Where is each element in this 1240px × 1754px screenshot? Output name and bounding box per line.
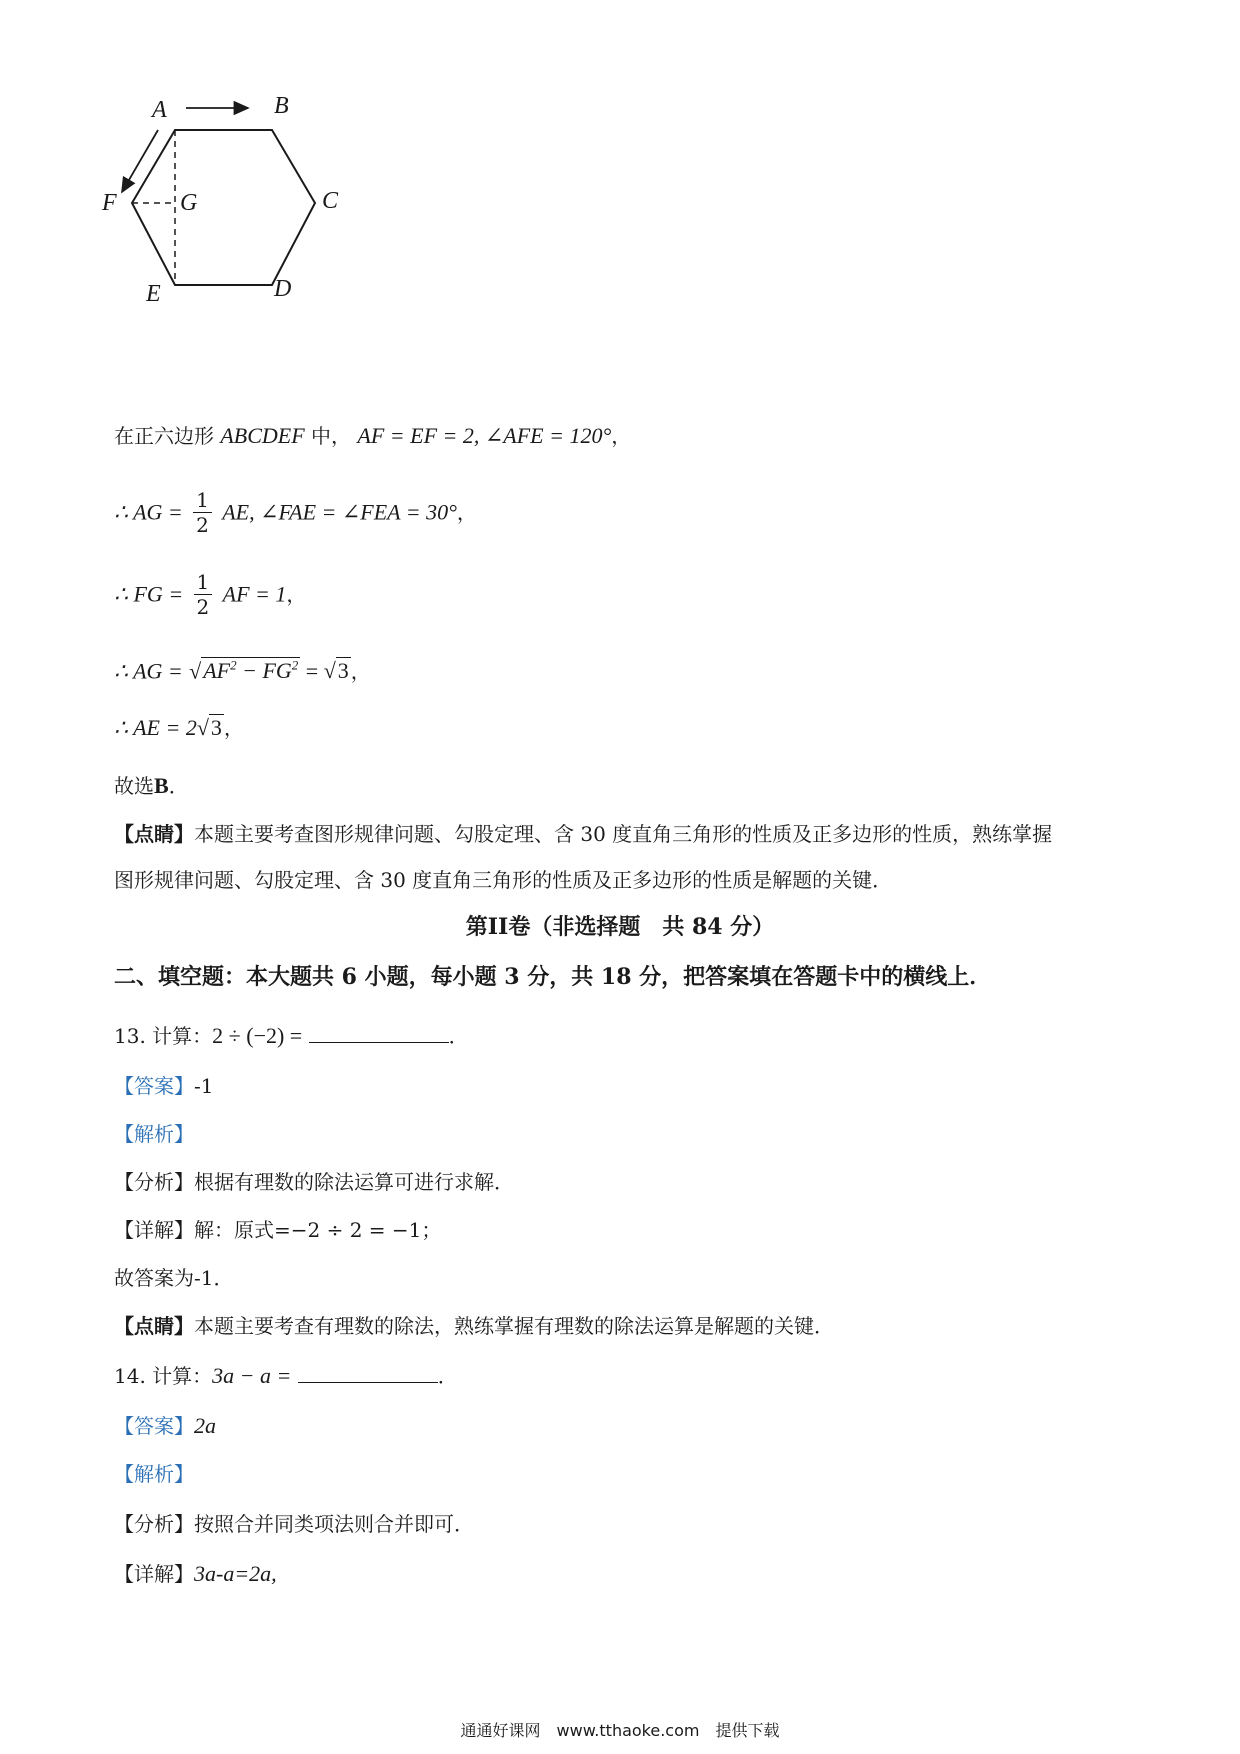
footer-text: 通通好课网 www.tthaoke.com 提供下载 [460,1721,780,1740]
solution-line-5 [114,714,244,742]
q13-question [114,1022,469,1050]
text-fragment: 中， [311,424,352,448]
note-text: 本题主要考查有理数的除法，熟练掌握有理数的除法运算是解题的关键． [194,1314,834,1338]
section-title [0,912,1240,942]
q14-fenxi [114,1510,474,1538]
question-expression: 3a − a = [212,1363,292,1388]
q14-question [114,1362,458,1390]
conclusion-text: 故答案为-1． [114,1266,234,1290]
q14-answer [114,1412,216,1440]
hexagon-shape [132,130,315,285]
text-fragment: ， [350,659,371,684]
answer-value: 2a [194,1413,216,1438]
q13-note [114,1312,834,1340]
q14-analysis [114,1460,194,1488]
page-footer [0,1718,1240,1741]
fraction-numerator: 1 [193,488,212,513]
vertex-label-b: B [274,93,289,119]
fraction-numerator: 1 [194,570,213,595]
solution-line-4 [114,652,371,685]
radicand-part: − FG [236,658,292,684]
fenxi-text: 按照合并同类项法则合并即可． [194,1512,474,1536]
fraction-denominator: 2 [196,513,209,537]
solution-conclusion [114,772,189,800]
math-expression: ∴ AG = [114,499,183,525]
math-expression: AF = 1 [222,581,287,607]
section-heading-text: 二、填空题：本大题共 6 小题，每小题 3 分，共 18 分，把答案填在答题卡中的横线上． [114,964,992,990]
vertex-label-c: C [322,188,339,214]
xiangjie-text: 3a-a=2a, [194,1561,277,1586]
vertex-label-g: G [180,190,198,216]
text-fragment: ， [223,716,244,740]
solution-note-line-1 [114,820,1052,848]
math-variable: ABCDEF [220,423,305,448]
math-expression: ∴ FG = [114,581,184,607]
question-prefix: 13. 计算： [114,1024,213,1048]
radicand: 3 [337,658,349,684]
question-expression: 2 ÷ (−2) = [212,1023,303,1048]
xiangjie-tag: 【详解】 [114,1562,194,1586]
fraction [194,570,213,619]
math-expression: ∴ AE = 2 [114,715,197,740]
text-fragment: ， [611,424,632,448]
solution-line-1 [114,422,631,450]
answer-tag: 【答案】 [114,1414,194,1438]
solution-line-3 [114,570,306,619]
text-fragment: ． [168,774,189,798]
question-prefix: 14. 计算： [114,1364,213,1388]
q13-xiangjie [114,1216,441,1244]
q14-xiangjie [114,1560,277,1588]
vertex-label-e: E [146,281,161,307]
answer-choice: B [154,773,169,798]
q13-conclusion [114,1264,233,1292]
fraction-denominator: 2 [196,595,210,619]
text-fragment: 在正六边形 [114,424,214,448]
answer-value: -1 [194,1074,214,1098]
equals-sign: = [300,658,324,684]
text-fragment: ． [448,1024,469,1048]
sqrt-expression: $√AF^2 - FG^2$ [189,658,299,684]
answer-tag: 【答案】 [114,1074,194,1098]
text-fragment: ， [456,500,477,525]
q13-analysis [114,1120,194,1148]
solution-note-line-2 [114,866,892,894]
xiangjie-text: 解：原式=−2 ÷ 2 = −1； [194,1218,442,1242]
vertex-label-d: D [274,276,292,302]
math-expression: AE, ∠FAE = ∠FEA = 30° [222,499,457,525]
sqrt-3: √3 [323,658,349,684]
solution-line-2 [114,488,477,537]
note-tag: 【点睛】 [114,1314,194,1338]
q13-fenxi [114,1168,514,1196]
section-heading [114,962,991,992]
fenxi-tag: 【分析】 [114,1170,194,1194]
sqrt-3: √3 [196,715,222,740]
xiangjie-tag: 【详解】 [114,1218,194,1242]
math-expression: AF = EF = 2, ∠AFE = 120° [357,423,612,448]
vertex-label-f: F [102,190,117,216]
analysis-tag: 【解析】 [114,1122,194,1146]
radicand-part: AF [203,658,231,684]
note-text: 本题主要考查图形规律问题、勾股定理、含 30 度直角三角形的性质及正多边形的性质，熟练掌握 [194,822,1053,846]
fenxi-text: 根据有理数的除法运算可进行求解． [194,1170,514,1194]
answer-blank [309,1024,449,1043]
fenxi-tag: 【分析】 [114,1512,194,1536]
arrow-af [122,130,158,192]
radicand: 3 [210,715,222,740]
exponent: 2 [230,658,237,673]
text-fragment: ， [286,582,307,607]
note-text: 图形规律问题、勾股定理、含 30 度直角三角形的性质及正多边形的性质是解题的关键． [114,868,893,892]
q13-answer [114,1072,213,1100]
text-fragment: 故选 [114,774,154,798]
exponent: 2 [291,658,299,673]
section-title-text: 第II卷（非选择题 共 84 分） [465,914,775,940]
math-expression: ∴ AG = [114,658,183,684]
vertex-label-a: A [152,97,167,123]
hexagon-figure [100,90,400,350]
text-fragment: ． [437,1364,458,1388]
analysis-tag: 【解析】 [114,1462,194,1486]
note-tag: 【点睛】 [114,822,194,846]
fraction [193,488,212,537]
answer-blank [298,1364,438,1383]
